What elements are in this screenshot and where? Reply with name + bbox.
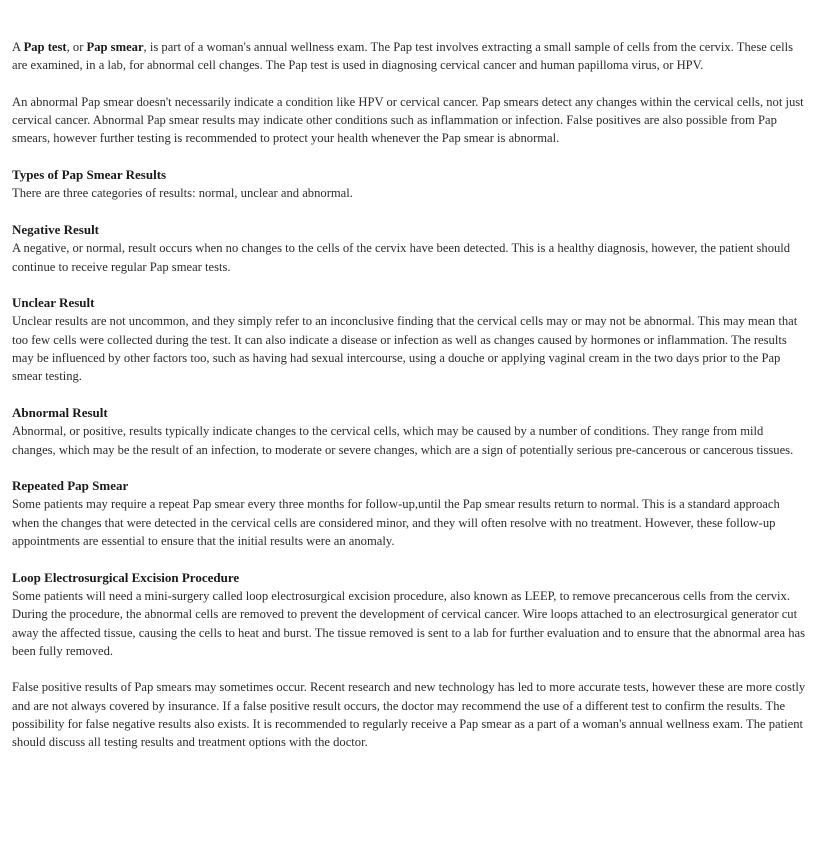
section-body: A negative, or normal, result occurs when no changes to the cells of the cervix have been detected. This is a healthy diagnosis, however, the patient should continue to receive regular Pap smear tests. <box>12 241 791 274</box>
section-heading: Types of Pap Smear Results <box>12 167 167 183</box>
section-unclear <box>12 294 810 385</box>
section-heading: Unclear Result <box>12 295 95 311</box>
spacer <box>12 75 810 93</box>
term-pap-test: Pap test <box>23 40 67 54</box>
section-abnormal <box>12 404 810 459</box>
section-body: Some patients will need a mini-surgery called loop electrosurgical excision procedure, also known as LEEP, to remove precancerous cells from the cervix. During the procedure, the abnormal cells are removed to prevent the development of cervical cancer. Wire loops attached to an electrosurgical generator cut away the affected tissue, causing the cells to heat and burst. The tissue removed is sent to a lab for further evaluation and to ensure that the abnormal area has been fully removed. <box>12 588 806 658</box>
section-heading: Loop Electrosurgical Excision Procedure <box>12 569 240 585</box>
spacer <box>12 550 810 568</box>
section-body: Some patients may require a repeat Pap smear every three months for follow-up,until the Pap smear results return to normal. This is a standard approach when the changes that were detected in the cervical cells are considered minor, and they will often resolve with no treatment. However, these follow-up appointments are essential to ensure that the initial results were an anomaly. <box>12 497 780 549</box>
section-repeated <box>12 477 810 550</box>
spacer <box>12 203 810 221</box>
section-heading: Negative Result <box>12 221 100 237</box>
section-leep <box>12 569 810 660</box>
intro-text-prefix: A <box>12 40 24 54</box>
spacer <box>12 459 810 477</box>
section-negative <box>12 221 810 276</box>
abnormal-overview-paragraph: An abnormal Pap smear doesn't necessarily indicate a condition like HPV or cervical cancer. Pap smears detect any changes within the cervical cells, not just cervical cancer. Abnormal Pap smear results may indicate other conditions such as inflammation or infection. False positives are also possible from Pap smears, however further testing is recommended to protect your health whenever the Pap smear is abnormal. <box>12 94 804 146</box>
section-heading: Repeated Pap Smear <box>12 478 129 494</box>
section-body: Abnormal, or positive, results typically indicate changes to the cervical cells, which may be caused by a number of conditions. They range from mild changes, which may be the result of an infection, to moderate or severe changes, which are a sign of potentially serious pre-cancerous or cancerous tissues. <box>12 424 794 457</box>
term-pap-smear: Pap smear <box>86 40 144 54</box>
spacer <box>12 386 810 404</box>
spacer <box>12 276 810 294</box>
spacer <box>12 148 810 166</box>
spacer <box>12 660 810 678</box>
closing-paragraph: False positive results of Pap smears may sometimes occur. Recent research and new technology has led to more accurate tests, however these are more costly and are not always covered by insurance. If a false positive result occurs, the doctor may recommend the use of a different test to confirm the results. The possibility for false negative results also exists. It is recommended to regularly receive a Pap smear as a part of a woman's annual wellness exam. The patient should discuss all testing results and treatment options with the doctor. <box>12 680 806 750</box>
intro-text-mid: , or <box>66 40 87 54</box>
section-types <box>12 166 810 203</box>
section-body: There are three categories of results: normal, unclear and abnormal. <box>12 186 353 201</box>
intro-paragraph <box>12 38 810 75</box>
section-body: Unclear results are not uncommon, and they simply refer to an inconclusive finding that the cervical cells may or may not be abnormal. This may mean that too few cells were collected during the test. It can also indicate a disease or infection as well as changes caused by hormones or inflammation. The results may be influenced by other factors too, such as having had sexual intercourse, using a douche or applying vaginal cream in the two days prior to the Pap smear testing. <box>12 314 798 384</box>
intro-text-rest: , is part of a woman's annual wellness exam. The Pap test involves extracting a small sample of cells from the cervix. These cells are examined, in a lab, for abnormal cell changes. The Pap test is used in diagnosing cervical cancer and human papilloma virus, or HPV. <box>12 40 794 73</box>
section-heading: Abnormal Result <box>12 404 108 420</box>
